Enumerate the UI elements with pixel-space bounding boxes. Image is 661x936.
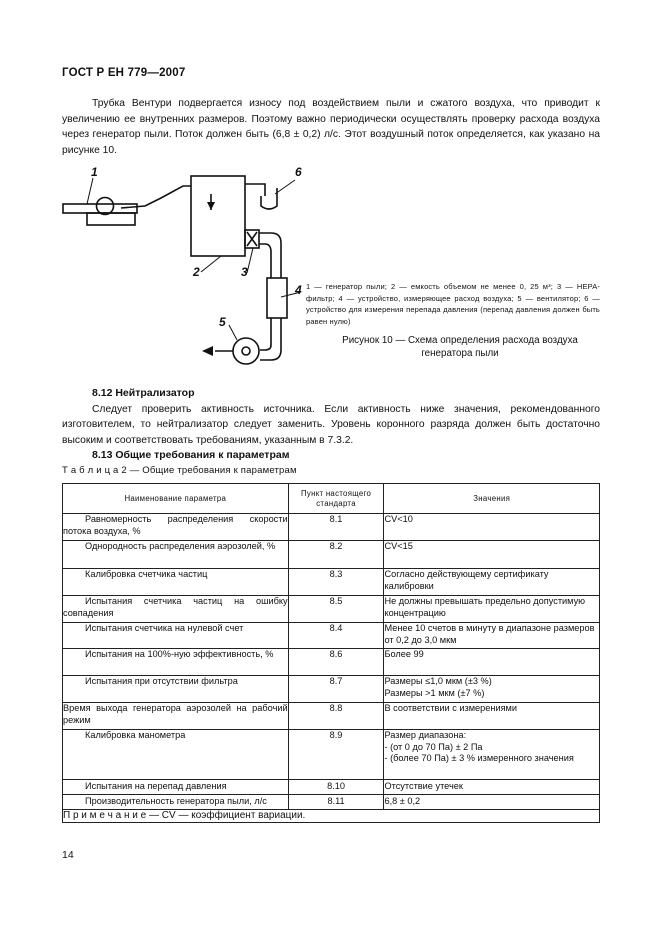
- leader-6: [275, 180, 295, 194]
- row-item: 8.4: [288, 623, 384, 649]
- table-row: [63, 596, 600, 623]
- row-name: Равномерность распределения скорости потока воздуха, %: [63, 514, 288, 536]
- pipe-filter-to-meter-inner: [259, 244, 271, 278]
- row-item: 8.9: [288, 730, 384, 780]
- fan-hub: [242, 347, 250, 355]
- hepa-filter-cross: [247, 232, 257, 246]
- table-caption: Т а б л и ц а 2 — Общие требования к параметрам: [62, 465, 297, 476]
- callout-5: 5: [219, 315, 226, 329]
- row-name: Испытания счетчика частиц на ошибку совпадения: [63, 596, 288, 618]
- table-row: [63, 730, 600, 780]
- row-name: Испытания на 100%-ную эффективность, %: [85, 649, 274, 659]
- row-item: 8.2: [288, 541, 384, 569]
- exhaust-arrow: [202, 346, 213, 356]
- table-row: [63, 703, 600, 730]
- container-box: [191, 176, 245, 256]
- callout-4: 4: [295, 283, 302, 297]
- callout-3: 3: [241, 265, 248, 279]
- section-8-12: [62, 386, 600, 464]
- row-value: Согласно действующему сертификату калибровки: [384, 569, 600, 596]
- section-8-13-heading: 8.13 Общие требования к параметрам: [92, 449, 290, 461]
- section-8-12-heading: 8.12 Нейтрализатор: [92, 387, 195, 399]
- leader-3: [247, 248, 253, 273]
- table-row: [63, 795, 600, 810]
- table-row: [63, 676, 600, 703]
- header-item: Пункт настоящего стандарта: [288, 484, 384, 514]
- fan-circle: [233, 338, 259, 364]
- figure-caption: Рисунок 10 — Схема определения расхода воздуха генератора пыли: [342, 335, 578, 359]
- table-row: [63, 780, 600, 795]
- table-row: [63, 649, 600, 676]
- generator-tube: [63, 204, 137, 213]
- row-value: Не должны превышать предельно допустимую концентрацию: [384, 596, 600, 623]
- callout-1: 1: [91, 165, 98, 179]
- header-value: Значения: [384, 484, 600, 514]
- row-value: CV<15: [384, 541, 600, 569]
- standard-header: ГОСТ Р ЕН 779—2007: [62, 67, 186, 79]
- page-number: 14: [62, 849, 74, 861]
- figure-legend: 1 — генератор пыли; 2 — емкость объемом не менее 0, 25 м³; 3 — HEPA-фильтр; 4 — устройство, измеряющее расход воздуха; 5 — вентилятор; 6 — устройство для измерения перепада давления (перепад давления должен быть равен нулю): [306, 282, 600, 326]
- row-item: 8.5: [288, 596, 384, 623]
- callout-2: 2: [193, 265, 200, 279]
- row-name: Калибровка манометра: [85, 730, 186, 740]
- row-name: Калибровка счетчика частиц: [85, 569, 208, 579]
- u-tube-manometer: [261, 188, 277, 209]
- row-value: Отсутствие утечек: [384, 780, 600, 795]
- generator-base: [87, 213, 135, 225]
- intro-paragraph: Трубка Вентури подвергается износу под воздействием пыли и сжатого воздуха, что приводит к увеличению ее внутренних размеров. Поэтому важно периодически осуществлять проверку расхода воздуха через генератор пыли. Поток должен быть (6,8 ± 0,2) л/с. Этот воздушный поток определяется, как указано на рисунке 10.: [62, 98, 600, 156]
- leader-1: [87, 178, 93, 204]
- table-header-row: [63, 484, 600, 514]
- row-name: Время выхода генератора аэрозолей на рабочий режим: [63, 703, 288, 725]
- flow-meter-box: [267, 278, 287, 318]
- section-8-12-text: Следует проверить активность источника. Если активность ниже значения, рекомендованного изготовителем, то нейтрализатор следует заменить. Уровень коронного разряда должен быть достаточно высоким и соответствовать требованиям, указанным в 7.3.2.: [62, 403, 600, 446]
- row-value: Размер диапазона: - (от 0 до 70 Па) ± 2 Па - (более 70 Па) ± 3 % измеренного значения: [384, 730, 600, 780]
- row-value: Размеры ≤1,0 мкм (±3 %) Размеры >1 мкм (±7 %): [384, 676, 600, 703]
- table-row: [63, 514, 600, 541]
- row-value: В соответствии с измерениями: [384, 703, 600, 730]
- generator-wheel: [97, 198, 114, 215]
- row-item: 8.11: [288, 795, 384, 810]
- table-row: [63, 569, 600, 596]
- pipe-filter-to-meter-outer: [259, 233, 281, 278]
- row-item: 8.3: [288, 569, 384, 596]
- header-name: Наименование параметра: [63, 484, 289, 514]
- row-value: Более 99: [384, 649, 600, 676]
- row-name: Испытания счетчика на нулевой счет: [85, 623, 244, 633]
- airflow-diagram: [55, 160, 310, 385]
- row-item: 8.1: [288, 514, 384, 541]
- table-row: [63, 623, 600, 649]
- pipe-meter-to-fan-inner: [260, 318, 271, 350]
- leader-5: [229, 325, 237, 340]
- row-item: 8.8: [288, 703, 384, 730]
- row-name: Однородность распределения аэрозолей, %: [85, 541, 276, 551]
- row-value: Менее 10 счетов в минуту в диапазоне размеров от 0,2 до 3,0 мкм: [384, 623, 600, 649]
- row-name: Испытания при отсутствии фильтра: [85, 676, 238, 686]
- row-value: CV<10: [384, 514, 600, 541]
- row-item: 8.6: [288, 649, 384, 676]
- row-value: 6,8 ± 0,2: [384, 795, 600, 810]
- callout-6: 6: [295, 165, 302, 179]
- row-item: 8.7: [288, 676, 384, 703]
- container-flow-arrow: [207, 202, 215, 210]
- parameters-table: [62, 483, 600, 823]
- table-note: П р и м е ч а н и е — CV — коэффициент вариации.: [63, 810, 600, 823]
- row-name: Испытания на перепад давления: [85, 781, 227, 791]
- row-item: 8.10: [288, 780, 384, 795]
- table-note-row: [63, 810, 600, 823]
- pressure-pipe: [245, 184, 265, 196]
- leader-2: [201, 256, 221, 272]
- table-row: [63, 541, 600, 569]
- row-name: Производительность генератора пыли, л/с: [85, 796, 267, 806]
